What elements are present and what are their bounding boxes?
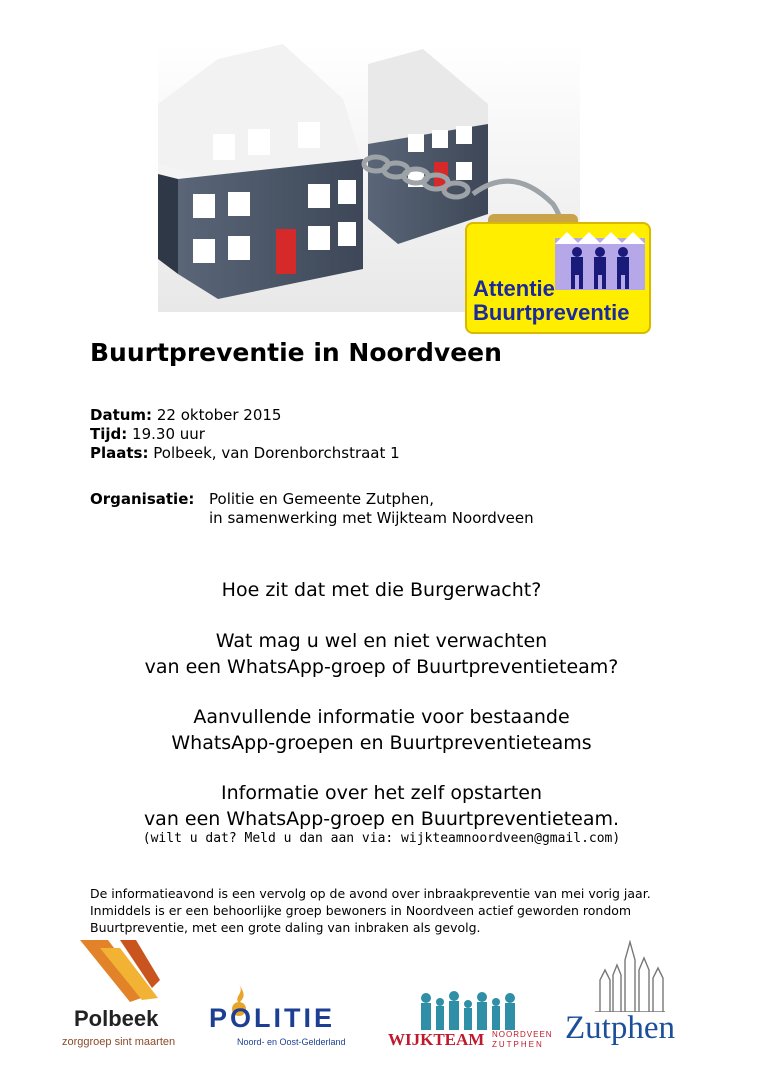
- polbeek-name: Polbeek: [74, 1006, 159, 1031]
- plaats-row: [90, 444, 400, 463]
- topic-aanvullend-line-1: Aanvullende informatie voor bestaande: [193, 706, 570, 728]
- attentie-buurtpreventie-badge: [465, 222, 651, 334]
- houses-people-icon: [555, 230, 645, 290]
- datum-row: [90, 406, 281, 425]
- topic-verwachten-line-1: Wat mag u wel en niet verwachten: [215, 630, 548, 652]
- tijd-label: Tijd:: [90, 425, 128, 443]
- badge-line-1: Attentie: [473, 276, 555, 301]
- datum-label: Datum:: [90, 406, 153, 424]
- wijkteam-subtitle-2: ZUTPHEN: [492, 1040, 544, 1049]
- politie-logo: [207, 985, 372, 1055]
- footer-paragraph: De informatieavond is een vervolg op de avond over inbraakpreventie van mei vorig jaar. Inmiddels is er een behoorlijke groep bewoners in Noordveen actief geworden rondom Buurtpreventie, met een grote daling van inbraken als gevolg.: [90, 886, 651, 935]
- topic-burgerwacht: Hoe zit dat met die Burgerwacht?: [221, 579, 542, 601]
- politie-subtitle: Noord- en Oost-Gelderland: [237, 1037, 346, 1047]
- wijkteam-people-icon: [418, 990, 518, 1030]
- plaats-value: Polbeek, van Dorenborchstraat 1: [153, 444, 400, 462]
- wijkteam-name: WIJKTEAM: [388, 1030, 485, 1049]
- wijkteam-subtitle-1: NOORDVEEN: [492, 1030, 553, 1039]
- wijkteam-logo: [388, 990, 553, 1055]
- datum-value: 22 oktober 2015: [156, 406, 282, 424]
- organisatie-line-1: Politie en Gemeente Zutphen,: [209, 490, 435, 508]
- zutphen-logo: [565, 940, 695, 1055]
- topic-verwachten-line-2: van een WhatsApp-groep of Buurtpreventieteam?: [144, 656, 619, 678]
- zutphen-name: Zutphen: [565, 1010, 675, 1046]
- polbeek-logo: [60, 940, 190, 1055]
- polbeek-subtitle: zorggroep sint maarten: [62, 1036, 176, 1048]
- page-title: Buurtpreventie in Noordveen: [90, 338, 502, 367]
- badge-line-2: Buurtpreventie: [473, 300, 630, 325]
- topic-aanvullend-line-2: WhatsApp-groepen en Buurtpreventieteams: [171, 732, 592, 754]
- topic-opstarten-line-2: van een WhatsApp-groep en Buurtpreventieteam.: [143, 808, 620, 830]
- zutphen-skyline-icon: [595, 940, 665, 1012]
- politie-name: POLITIE: [209, 1003, 336, 1033]
- organisatie-line-2: in samenwerking met Wijkteam Noordveen: [209, 509, 534, 527]
- plaats-label: Plaats:: [90, 444, 149, 462]
- tijd-value: 19.30 uur: [132, 425, 205, 443]
- tijd-row: [90, 425, 205, 444]
- organisatie-label: Organisatie:: [90, 490, 195, 508]
- polbeek-swoosh-icon: [80, 940, 160, 1002]
- contact-note: (wilt u dat? Meld u dan aan via: wijkteamnoordveen@gmail.com): [142, 831, 621, 846]
- topic-opstarten-line-1: Informatie over het zelf opstarten: [220, 782, 542, 804]
